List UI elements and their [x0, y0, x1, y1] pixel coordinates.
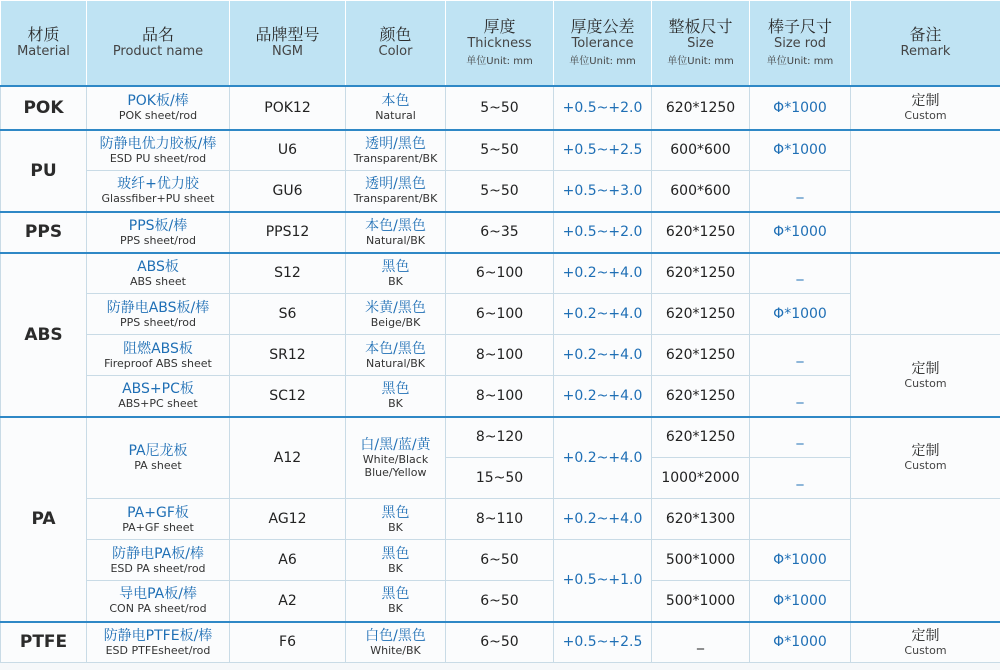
rod-size-cell: Φ*1000 [750, 540, 851, 581]
model-cell: A2 [230, 581, 346, 622]
size-cell: 620*1250 [652, 417, 750, 458]
remark-cell: 定制 Custom [851, 622, 1000, 663]
thickness-cell: 5~50 [446, 86, 554, 130]
size-cell: 620*1250 [652, 86, 750, 130]
thickness-cell: 5~50 [446, 171, 554, 212]
tolerance-cell: +0.5~+2.0 [554, 212, 652, 253]
size-cell: 1000*2000 [652, 458, 750, 499]
rod-size-cell: Φ*1000 [750, 581, 851, 622]
model-cell: SR12 [230, 335, 346, 376]
tolerance-cell: +0.5~+2.5 [554, 622, 652, 663]
product-name-cell: ABS板 ABS sheet [87, 253, 230, 294]
size-cell: 500*1000 [652, 581, 750, 622]
header-size: 整板尺寸 Size 单位Unit: mm [652, 1, 750, 86]
color-cell: 本色/黑色 Natural/BK [346, 212, 446, 253]
rod-size-cell: Φ*1000 [750, 622, 851, 663]
header-row [1, 1, 1000, 86]
table-row [1, 540, 1000, 581]
model-cell: PPS12 [230, 212, 346, 253]
product-name-cell: 玻纤+优力胶 Glassfiber+PU sheet [87, 171, 230, 212]
rod-size-cell: Φ*1000 [750, 86, 851, 130]
size-cell: 620*1250 [652, 294, 750, 335]
thickness-cell: 6~35 [446, 212, 554, 253]
product-name-cell: 防静电ABS板/棒 PPS sheet/rod [87, 294, 230, 335]
table-row [1, 581, 1000, 622]
thickness-cell: 8~110 [446, 499, 554, 540]
remark-cell [851, 499, 1000, 622]
remark-cell [851, 253, 1000, 335]
rod-size-cell: _ [750, 171, 851, 212]
color-cell: 米黄/黑色 Beige/BK [346, 294, 446, 335]
thickness-cell: 8~100 [446, 335, 554, 376]
header-product-name: 品名 Product name [87, 1, 230, 86]
size-cell: 500*1000 [652, 540, 750, 581]
rod-size-cell: Φ*1000 [750, 212, 851, 253]
size-cell: 620*1250 [652, 212, 750, 253]
model-cell: S6 [230, 294, 346, 335]
color-cell: 本色 Natural [346, 86, 446, 130]
table-row [1, 335, 1000, 376]
product-name-cell: PA+GF板 PA+GF sheet [87, 499, 230, 540]
table-row [1, 376, 1000, 417]
table-row [1, 212, 1000, 253]
tolerance-cell: +0.5~+1.0 [554, 540, 652, 622]
thickness-cell: 15~50 [446, 458, 554, 499]
model-cell: POK12 [230, 86, 346, 130]
header-thickness: 厚度 Thickness 单位Unit: mm [446, 1, 554, 86]
table-row [1, 253, 1000, 294]
thickness-cell: 6~100 [446, 253, 554, 294]
color-cell: 白色/黑色 White/BK [346, 622, 446, 663]
model-cell: SC12 [230, 376, 346, 417]
color-cell: 本色/黑色 Natural/BK [346, 335, 446, 376]
material-cell: PPS [1, 212, 87, 253]
remark-cell: 定制 Custom [851, 86, 1000, 130]
model-cell: GU6 [230, 171, 346, 212]
tolerance-cell: +0.2~+4.0 [554, 253, 652, 294]
table-row [1, 130, 1000, 171]
table-row [1, 294, 1000, 335]
product-name-cell: 防静电PA板/棒 ESD PA sheet/rod [87, 540, 230, 581]
remark-cell [851, 130, 1000, 212]
model-cell: S12 [230, 253, 346, 294]
material-cell: ABS [1, 253, 87, 417]
rod-size-cell: _ [750, 253, 851, 294]
rod-size-cell: _ [750, 335, 851, 376]
table-row [1, 86, 1000, 130]
tolerance-cell: +0.2~+4.0 [554, 417, 652, 499]
rod-size-cell: _ [750, 458, 851, 499]
color-cell: 黑色 BK [346, 499, 446, 540]
thickness-cell: 6~50 [446, 622, 554, 663]
header-material: 材质 Material [1, 1, 87, 86]
size-cell: 620*1300 [652, 499, 750, 540]
thickness-cell: 6~100 [446, 294, 554, 335]
color-cell: 透明/黑色 Transparent/BK [346, 171, 446, 212]
header-rod-size: 棒子尺寸 Size rod 单位Unit: mm [750, 1, 851, 86]
size-cell: 620*1250 [652, 253, 750, 294]
product-name-cell: 阻燃ABS板 Fireproof ABS sheet [87, 335, 230, 376]
size-cell: 620*1250 [652, 335, 750, 376]
rod-size-cell: _ [750, 417, 851, 458]
product-name-cell: 防静电PTFE板/棒 ESD PTFEsheet/rod [87, 622, 230, 663]
color-cell: 黑色 BK [346, 540, 446, 581]
rod-size-cell [750, 499, 851, 540]
rod-size-cell: _ [750, 376, 851, 417]
color-cell: 黑色 BK [346, 581, 446, 622]
model-cell: U6 [230, 130, 346, 171]
thickness-cell: 6~50 [446, 581, 554, 622]
tolerance-cell: +0.2~+4.0 [554, 294, 652, 335]
model-cell: A12 [230, 417, 346, 499]
product-name-cell: PA尼龙板 PA sheet [87, 417, 230, 499]
size-cell: 600*600 [652, 130, 750, 171]
remark-cell: 定制 Custom [851, 335, 1000, 417]
size-cell: 600*600 [652, 171, 750, 212]
color-cell: 白/黑/蓝/黄 White/Black Blue/Yellow [346, 417, 446, 499]
thickness-cell: 8~100 [446, 376, 554, 417]
product-name-cell: 防静电优力胶板/棒 ESD PU sheet/rod [87, 130, 230, 171]
thickness-cell: 6~50 [446, 540, 554, 581]
product-name-cell: 导电PA板/棒 CON PA sheet/rod [87, 581, 230, 622]
size-cell: _ [652, 622, 750, 663]
product-name-cell: PPS板/棒 PPS sheet/rod [87, 212, 230, 253]
material-cell: PU [1, 130, 87, 212]
tolerance-cell: +0.5~+2.0 [554, 86, 652, 130]
thickness-cell: 8~120 [446, 417, 554, 458]
thickness-cell: 5~50 [446, 130, 554, 171]
header-tolerance: 厚度公差 Tolerance 单位Unit: mm [554, 1, 652, 86]
tolerance-cell: +0.5~+2.5 [554, 130, 652, 171]
table-row [1, 622, 1000, 663]
rod-size-cell: Φ*1000 [750, 130, 851, 171]
model-cell: AG12 [230, 499, 346, 540]
rod-size-cell: Φ*1000 [750, 294, 851, 335]
material-cell: POK [1, 86, 87, 130]
tolerance-cell: +0.2~+4.0 [554, 335, 652, 376]
header-model: 品牌型号 NGM [230, 1, 346, 86]
header-remark: 备注 Remark [851, 1, 1000, 86]
remark-cell: 定制 Custom [851, 417, 1000, 499]
material-cell: PA [1, 417, 87, 622]
color-cell: 黑色 BK [346, 376, 446, 417]
table-row [1, 499, 1000, 540]
table-row [1, 417, 1000, 458]
header-color: 颜色 Color [346, 1, 446, 86]
tolerance-cell: +0.2~+4.0 [554, 499, 652, 540]
product-name-cell: ABS+PC板 ABS+PC sheet [87, 376, 230, 417]
remark-cell [851, 212, 1000, 253]
color-cell: 黑色 BK [346, 253, 446, 294]
size-cell: 620*1250 [652, 376, 750, 417]
table-row [1, 171, 1000, 212]
material-cell: PTFE [1, 622, 87, 663]
product-name-cell: POK板/棒 POK sheet/rod [87, 86, 230, 130]
tolerance-cell: +0.2~+4.0 [554, 376, 652, 417]
color-cell: 透明/黑色 Transparent/BK [346, 130, 446, 171]
tolerance-cell: +0.5~+3.0 [554, 171, 652, 212]
model-cell: F6 [230, 622, 346, 663]
model-cell: A6 [230, 540, 346, 581]
